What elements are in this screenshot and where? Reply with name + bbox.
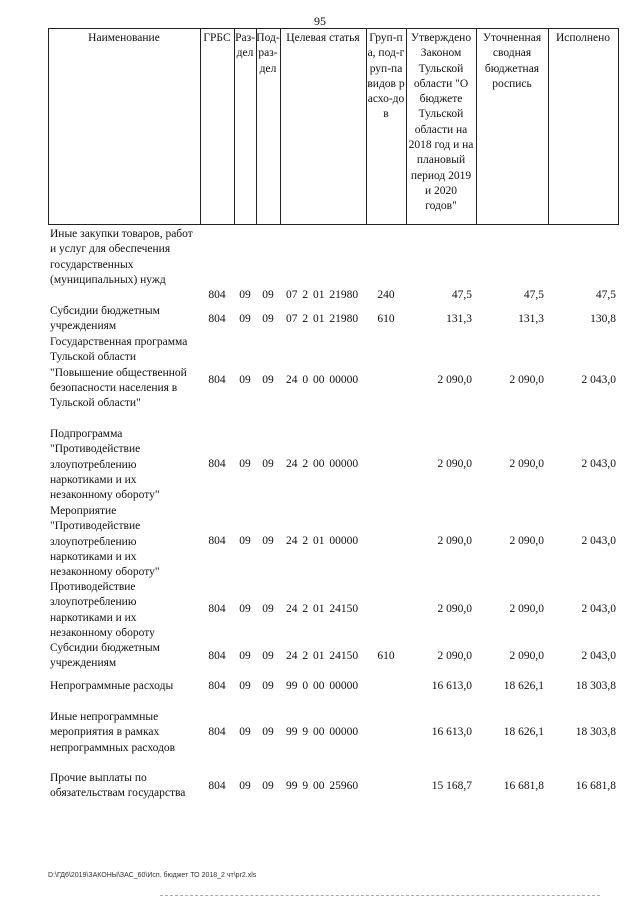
row-grbs: 804 (208, 313, 226, 325)
row-approved: 2 090,0 (437, 458, 472, 470)
row-razdel: 09 (239, 313, 251, 325)
row-refined: 16 681,8 (503, 780, 544, 792)
header-grbs: ГРБС (203, 32, 231, 44)
row-grbs: 804 (208, 374, 226, 386)
row-name: Иные закупки товаров, работ и услуг для обеспечения государственных (муниципальных) нужд (50, 228, 193, 286)
row-refined: 2 090,0 (509, 374, 544, 386)
row-executed: 47,5 (595, 289, 616, 301)
row-group: 240 (377, 289, 395, 301)
row-executed: 16 681,8 (575, 780, 616, 792)
header-razdel: Раз-дел (235, 32, 255, 60)
row-approved: 131,3 (446, 313, 472, 325)
row-executed: 18 303,8 (575, 726, 616, 738)
row-executed: 18 303,8 (575, 680, 616, 692)
row-approved: 16 613,0 (431, 726, 472, 738)
row-refined: 2 090,0 (509, 603, 544, 615)
row-razdel: 09 (239, 289, 251, 301)
row-refined: 2 090,0 (509, 535, 544, 547)
row-refined: 47,5 (523, 289, 544, 301)
row-name: Государственная программа Тульской области "Повышение общественной безопасности населения в Тульской области" (50, 336, 188, 410)
row-podrazdel: 09 (262, 780, 274, 792)
row-executed: 2 043,0 (581, 603, 616, 615)
row-grbs: 804 (208, 289, 226, 301)
row-executed: 2 043,0 (581, 374, 616, 386)
row-grbs: 804 (208, 726, 226, 738)
row-podrazdel: 09 (262, 535, 274, 547)
row-grbs: 804 (208, 680, 226, 692)
row-target: 99 0 00 00000 (286, 680, 359, 692)
row-name: Иные непрограммные мероприятия в рамках непрограммных расходов (50, 711, 176, 754)
row-refined: 18 626,1 (503, 726, 544, 738)
row-podrazdel: 09 (262, 680, 274, 692)
row-podrazdel: 09 (262, 313, 274, 325)
row-name: Непрограммные расходы (50, 680, 174, 692)
row-name: Подпрограмма "Противодействие злоупотреблению наркотиками и их незаконному обороту" (50, 428, 160, 502)
row-target: 24 2 01 24150 (286, 650, 359, 662)
row-podrazdel: 09 (262, 650, 274, 662)
row-refined: 2 090,0 (509, 458, 544, 470)
row-razdel: 09 (239, 535, 251, 547)
row-razdel: 09 (239, 680, 251, 692)
row-approved: 2 090,0 (437, 374, 472, 386)
row-grbs: 804 (208, 535, 226, 547)
row-razdel: 09 (239, 780, 251, 792)
row-target: 99 9 00 25960 (286, 780, 359, 792)
row-name: Субсидии бюджетным учреждениям (50, 642, 160, 670)
row-group: 610 (377, 313, 395, 325)
row-target: 24 0 00 00000 (286, 374, 359, 386)
row-target: 24 2 01 00000 (286, 535, 359, 547)
row-grbs: 804 (208, 780, 226, 792)
row-razdel: 09 (239, 374, 251, 386)
header-podrazdel: Под-раз-дел (256, 32, 280, 75)
row-executed: 2 043,0 (581, 535, 616, 547)
row-name: Прочие выплаты по обязательствам государства (50, 772, 186, 800)
page-number: 95 (314, 14, 326, 28)
row-razdel: 09 (239, 650, 251, 662)
footer-rule (160, 895, 600, 896)
header-refined: Уточненная сводная бюджетная роспись (482, 32, 542, 90)
row-approved: 2 090,0 (437, 535, 472, 547)
row-target: 24 2 01 24150 (286, 603, 359, 615)
row-approved: 2 090,0 (437, 603, 472, 615)
row-target: 07 2 01 21980 (286, 289, 359, 301)
row-grbs: 804 (208, 603, 226, 615)
row-refined: 18 626,1 (503, 680, 544, 692)
row-grbs: 804 (208, 458, 226, 470)
header-target: Целевая статья (286, 32, 360, 44)
row-razdel: 09 (239, 603, 251, 615)
row-razdel: 09 (239, 458, 251, 470)
row-name: Мероприятие "Противодействие злоупотреблению наркотиками и их незаконному обороту" (50, 505, 160, 579)
row-group: 610 (377, 650, 395, 662)
row-target: 99 9 00 00000 (286, 726, 359, 738)
row-podrazdel: 09 (262, 458, 274, 470)
header-group: Груп-па, под-груп-па видов расхо-дов (367, 32, 405, 121)
row-approved: 47,5 (451, 289, 472, 301)
row-podrazdel: 09 (262, 603, 274, 615)
header-executed: Исполнено (555, 32, 611, 44)
row-podrazdel: 09 (262, 726, 274, 738)
header-name: Наименование (88, 32, 160, 44)
row-refined: 131,3 (518, 313, 544, 325)
row-target: 07 2 01 21980 (286, 313, 359, 325)
row-razdel: 09 (239, 726, 251, 738)
row-podrazdel: 09 (262, 289, 274, 301)
row-name: Противодействие злоупотреблению наркотиками и их незаконному обороту (50, 581, 155, 639)
row-name: Субсидии бюджетным учреждениям (50, 305, 160, 333)
row-target: 24 2 00 00000 (286, 458, 359, 470)
row-approved: 2 090,0 (437, 650, 472, 662)
row-podrazdel: 09 (262, 374, 274, 386)
row-grbs: 804 (208, 650, 226, 662)
file-path-footer: D:\ГД6\2019\ЗАКОНЫ\ЗАС_60\Исп. бюджет ТО 2018_2 чт\pr2.xls (48, 872, 257, 879)
row-executed: 2 043,0 (581, 650, 616, 662)
row-approved: 16 613,0 (431, 680, 472, 692)
row-refined: 2 090,0 (509, 650, 544, 662)
header-approved: Утверждено Законом Тульской области "О бюджете Тульской области на 2018 год и на плановый период 2019 и 2020 годов" (408, 32, 474, 213)
row-approved: 15 168,7 (431, 780, 472, 792)
row-executed: 2 043,0 (581, 458, 616, 470)
row-executed: 130,8 (590, 313, 616, 325)
